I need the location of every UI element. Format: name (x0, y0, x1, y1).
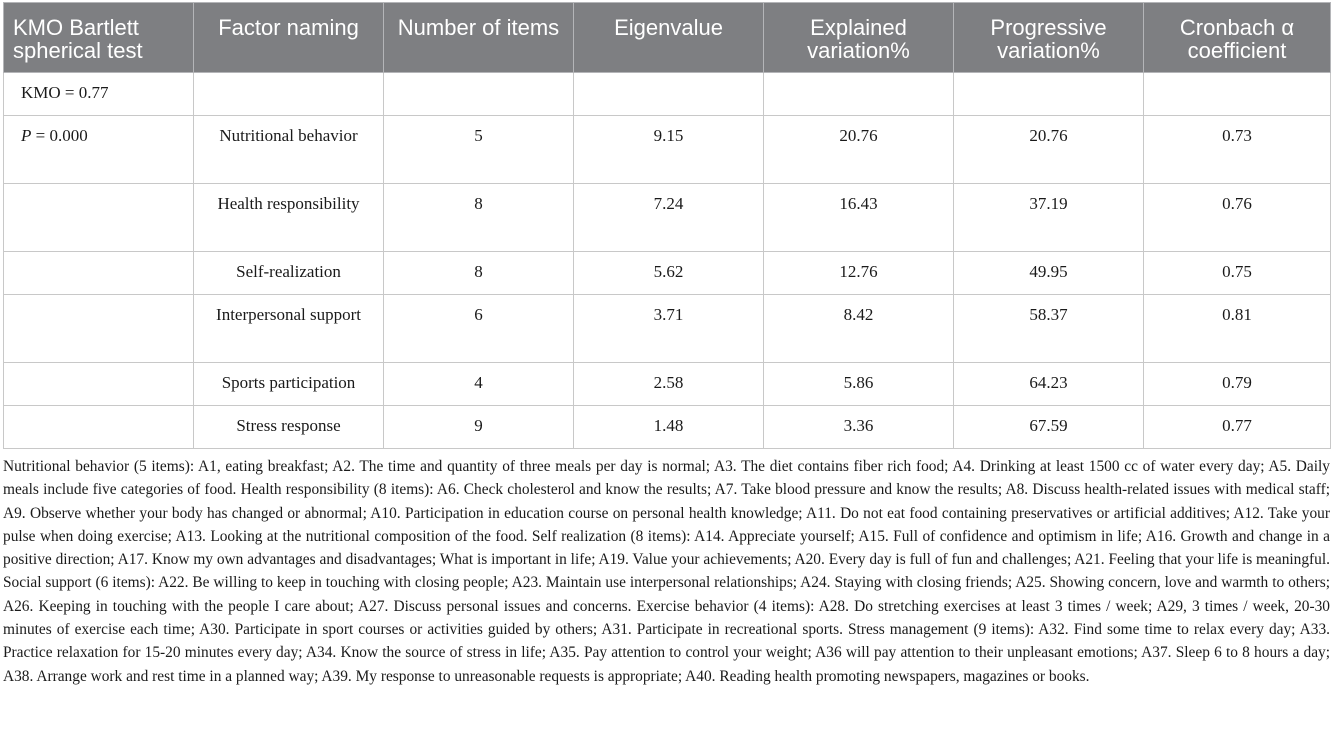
header-factor-naming: Factor naming (194, 3, 384, 73)
progressive-variation: 67.59 (954, 406, 1144, 449)
explained-variation: 8.42 (764, 295, 954, 363)
p-value-rest: = 0.000 (31, 126, 88, 145)
factor-name: Nutritional behavior (194, 116, 384, 184)
p-label: P (21, 126, 32, 145)
progressive-variation: 37.19 (954, 184, 1144, 252)
cronbach-alpha: 0.77 (1144, 406, 1331, 449)
table-row (4, 406, 1331, 449)
explained-variation: 5.86 (764, 363, 954, 406)
explained-variation: 20.76 (764, 116, 954, 184)
eigenvalue: 2.58 (574, 363, 764, 406)
explained-variation: 16.43 (764, 184, 954, 252)
eigenvalue: 3.71 (574, 295, 764, 363)
progressive-variation: 49.95 (954, 252, 1144, 295)
header-progressive-variation: Progressive variation% (954, 3, 1144, 73)
table-row (4, 363, 1331, 406)
header-cronbach-alpha: Cronbach α coefficient (1144, 3, 1331, 73)
factor-name: Stress response (194, 406, 384, 449)
factor-name: Self-realization (194, 252, 384, 295)
cronbach-alpha: 0.79 (1144, 363, 1331, 406)
kmo-value: KMO = 0.77 (4, 73, 194, 116)
header-eigenvalue: Eigenvalue (574, 3, 764, 73)
number-of-items: 9 (384, 406, 574, 449)
header-explained-variation: Explained variation% (764, 3, 954, 73)
number-of-items: 8 (384, 184, 574, 252)
factor-name: Health responsibility (194, 184, 384, 252)
factor-name: Sports participation (194, 363, 384, 406)
eigenvalue: 1.48 (574, 406, 764, 449)
table-row (4, 295, 1331, 363)
progressive-variation: 58.37 (954, 295, 1144, 363)
cronbach-alpha: 0.75 (1144, 252, 1331, 295)
eigenvalue: 5.62 (574, 252, 764, 295)
table-header-row (4, 3, 1331, 73)
header-kmo-bartlett: KMO Bartlett spherical test (4, 3, 194, 73)
header-number-of-items: Number of items (384, 3, 574, 73)
number-of-items: 4 (384, 363, 574, 406)
table-row (4, 73, 1331, 116)
eigenvalue: 9.15 (574, 116, 764, 184)
progressive-variation: 20.76 (954, 116, 1144, 184)
number-of-items: 5 (384, 116, 574, 184)
cronbach-alpha: 0.76 (1144, 184, 1331, 252)
table-row (4, 116, 1331, 184)
explained-variation: 3.36 (764, 406, 954, 449)
table-footnote: Nutritional behavior (5 items): A1, eating breakfast; A2. The time and quantity of three meals per day is normal; A3. The diet contains fiber rich food; A4. Drinking at least 1500 cc of water every day; A5. Daily meals include five categories of food. Health responsibility (8 items): A6. Check cholesterol and know the results; A7. Take blood pressure and know the results; A8. Discuss health-related issues with medical staff; A9. Observe whether your body has changed or abnormal; A10. Participation in education course on personal health knowledge; A11. Do not eat food containing preservatives or artificial additives; A12. Take your pulse when doing exercise; A13. Looking at the nutritional composition of the food. Self realization (8 items): A14. Appreciate yourself; A15. Full of confidence and optimism in life; A16. Growth and change in a positive direction; A17. Know my own advantages and disadvantages; What is important in life; A19. Value your achievements; A20. Every day is full of fun and challenges; A21. Feeling that your life is meaningful. Social support (6 items): A22. Be willing to keep in touching with closing people; A23. Maintain use interpersonal relationships; A24. Staying with closing friends; A25. Showing concern, love and warmth to others; A26. Keeping in touching with the people I care about; A27. Discuss personal issues and concerns. Exercise behavior (4 items): A28. Do stretching exercises at least 3 times / week; A29, 3 times / week, 20-30 minutes of exercise each time; A30. Participate in sport courses or activities guided by others; A31. Participate in recreational sports. Stress management (9 items): A32. Find some time to relax every day; A33. Practice relaxation for 15-20 minutes every day; A34. Know the source of stress in life; A35. Pay attention to control your weight; A36 will pay attention to their unpleasant emotions; A37. Sleep 6 to 8 hours a day; A38. Arrange work and rest time in a planned way; A39. My response to unreasonable requests is appropriate; A40. Reading health promoting newspapers, magazines or books. (3, 458, 1330, 685)
table-row (4, 184, 1331, 252)
p-value (4, 116, 194, 184)
factor-name: Interpersonal support (194, 295, 384, 363)
explained-variation: 12.76 (764, 252, 954, 295)
number-of-items: 8 (384, 252, 574, 295)
cronbach-alpha: 0.73 (1144, 116, 1331, 184)
progressive-variation: 64.23 (954, 363, 1144, 406)
number-of-items: 6 (384, 295, 574, 363)
table-row (4, 252, 1331, 295)
factor-analysis-table (3, 2, 1331, 449)
cronbach-alpha: 0.81 (1144, 295, 1331, 363)
eigenvalue: 7.24 (574, 184, 764, 252)
